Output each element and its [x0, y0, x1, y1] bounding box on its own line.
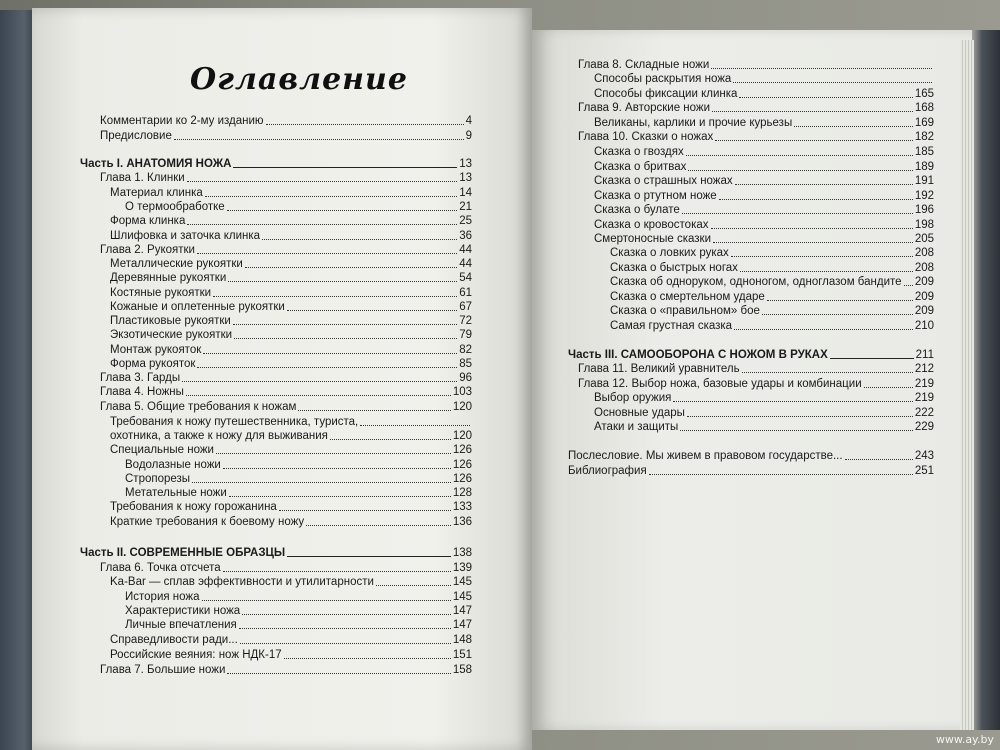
toc-leader-dots [229, 496, 451, 497]
toc-leader-dots [713, 242, 913, 243]
toc-leader-dots [740, 271, 913, 272]
toc-entry-label: Глава 2. Рукоятки [100, 244, 195, 256]
toc-entry-page: 126 [452, 473, 472, 485]
toc-entry-label: Глава 10. Сказки о ножах [578, 131, 714, 143]
toc-leader-dots [733, 82, 932, 83]
toc-entry [594, 406, 934, 420]
toc-entry-label: Глава 4. Ножны [100, 386, 184, 398]
toc-entry [594, 391, 934, 405]
toc-entry-page: 209 [914, 305, 934, 317]
toc-entry-page: 251 [914, 465, 934, 477]
toc-entry-page: 126 [452, 444, 472, 456]
toc-entry [100, 561, 472, 575]
toc-entry-page: 151 [452, 649, 472, 661]
toc-leader-dots [216, 453, 451, 454]
toc-leader-dots [262, 239, 457, 240]
toc-leader-dots [719, 199, 913, 200]
toc-entry-label: Смертоносные сказки [594, 233, 712, 245]
toc-entry-label: Форма клинка [110, 215, 186, 227]
toc-entry-label: Послесловие. Мы живем в правовом государстве... [568, 450, 843, 462]
toc-entry [110, 300, 472, 314]
toc-entry-page: 147 [452, 619, 472, 631]
toc-entry-label: Монтаж рукояток [110, 344, 202, 356]
toc-entry [610, 275, 934, 289]
toc-part-row [80, 546, 472, 560]
toc-entry [125, 618, 472, 632]
toc-entry-page: 191 [914, 175, 934, 187]
toc-entry-label: Глава 9. Авторские ножи [578, 102, 711, 114]
toc-entry [594, 145, 934, 159]
toc-entry-page: 196 [914, 204, 934, 216]
toc-leader-dots [306, 525, 451, 526]
toc-entry-page: 211 [915, 349, 934, 361]
toc-entry [610, 304, 934, 318]
toc-leader-dots [682, 213, 913, 214]
toc-entry-label: Сказка о ловких руках [610, 247, 729, 259]
toc-leader-dots [298, 410, 450, 411]
toc-entry-page: 44 [459, 258, 472, 270]
toc-entry-page: 79 [459, 329, 472, 341]
toc-entry [100, 171, 472, 185]
toc-leader-dots [228, 281, 457, 282]
toc-entry-page: 205 [914, 233, 934, 245]
toc-entry-label: Форма рукояток [110, 358, 196, 370]
toc-entry-page: 229 [914, 421, 934, 433]
toc-entry [100, 400, 472, 414]
toc-entry-page: 133 [452, 501, 472, 513]
toc-entry [125, 472, 472, 486]
toc-entry-label: Стропорезы [125, 473, 191, 485]
toc-entry [125, 458, 472, 472]
toc-entry [594, 420, 934, 434]
toc-entry-page: 13 [459, 158, 472, 170]
toc-leader-dots [186, 395, 451, 396]
toc-entry-page: 21 [459, 201, 472, 213]
toc-entry-label: Сказка о бритвах [594, 161, 687, 173]
toc-entry-page: 219 [914, 378, 934, 390]
toc-entry-label: Библиография [568, 465, 647, 477]
toc-entry [610, 261, 934, 275]
toc-entry-label: Сказка об одноруком, одноногом, одноглазом бандите [610, 276, 902, 288]
toc-entry-label: Сказка о гвоздях [594, 146, 684, 158]
toc-leader-dots [187, 181, 458, 182]
toc-leader-dots [279, 510, 451, 511]
toc-part-row [80, 157, 472, 171]
toc-entry-page: 139 [452, 562, 472, 574]
toc-entry-page: 36 [459, 230, 472, 242]
toc-leader-dots [197, 367, 457, 368]
toc-entry-page: 136 [452, 516, 472, 528]
toc-entry [594, 189, 934, 203]
toc-entry-page: 126 [452, 459, 472, 471]
toc-entry [578, 377, 934, 391]
toc-entry [594, 203, 934, 217]
toc-entry-page: 54 [459, 272, 472, 284]
toc-leader-dots [287, 310, 457, 311]
toc-leader-dots [830, 358, 914, 359]
toc-entry-page: 169 [914, 117, 934, 129]
toc-leader-dots [904, 285, 913, 286]
toc-leader-dots [234, 338, 457, 339]
toc-entry-label: Глава 5. Общие требования к ножам [100, 401, 297, 413]
toc-entry-page: 189 [914, 161, 934, 173]
toc-entry-label: Метательные ножи [125, 487, 227, 499]
toc-entry-page: 209 [914, 276, 934, 288]
toc-leader-dots [245, 267, 457, 268]
toc-entry-page: 182 [914, 131, 934, 143]
toc-entry-label: Деревянные рукоятки [110, 272, 227, 284]
toc-entry [110, 443, 472, 457]
toc-entry-page: 14 [459, 187, 472, 199]
toc-leader-dots [794, 126, 913, 127]
toc-entry-label: Сказка о булате [594, 204, 680, 216]
toc-entry-label: Способы фиксации клинка [594, 88, 738, 100]
toc-entry-page: 210 [914, 320, 934, 332]
toc-leader-dots [205, 196, 457, 197]
toc-leader-dots [227, 673, 450, 674]
toc-leader-dots [360, 425, 470, 426]
toc-entry [578, 130, 934, 144]
toc-entry [100, 129, 472, 143]
toc-entry-page: 96 [459, 372, 472, 384]
toc-entry-page: 209 [914, 291, 934, 303]
toc-entry [100, 243, 472, 257]
toc-entry-page: 44 [459, 244, 472, 256]
toc-entry-label: Костяные рукоятки [110, 287, 212, 299]
toc-entry [110, 429, 472, 443]
toc-entry [110, 186, 472, 200]
toc-entry-page: 120 [452, 401, 472, 413]
toc-entry-label: Металлические рукоятки [110, 258, 243, 270]
toc-entry-label: Часть II. СОВРЕМЕННЫЕ ОБРАЗЦЫ [80, 547, 286, 559]
toc-leader-dots [845, 459, 913, 460]
toc-leader-dots [734, 329, 913, 330]
toc-entry-page: 4 [465, 115, 472, 127]
toc-entry-label: Водолазные ножи [125, 459, 221, 471]
toc-leader-dots [203, 353, 457, 354]
toc-entry [594, 87, 934, 101]
toc-leader-dots [767, 300, 913, 301]
toc-entry-page: 120 [452, 430, 472, 442]
toc-entry-page: 185 [914, 146, 934, 158]
toc-leader-dots [688, 170, 912, 171]
toc-entry [100, 114, 472, 128]
toc-entry [110, 271, 472, 285]
toc-leader-dots [680, 430, 913, 431]
toc-leader-dots [712, 111, 913, 112]
toc-entry-label: Кожаные и оплетенные рукоятки [110, 301, 285, 313]
toc-entry [100, 663, 472, 677]
toc-entry-label: Ka-Bar — сплав эффективности и утилитарности [110, 576, 374, 588]
toc-entry [110, 500, 472, 514]
toc-entry-page: 138 [452, 547, 472, 559]
toc-leader-dots [213, 296, 457, 297]
toc-leader-dots [266, 124, 464, 125]
toc-entry [125, 486, 472, 500]
toc-leader-dots [174, 139, 464, 140]
toc-entry-page: 103 [452, 386, 472, 398]
toc-entry [110, 286, 472, 300]
toc-entry [594, 174, 934, 188]
toc-entry [110, 229, 472, 243]
toc-entry-label: Способы раскрытия ножа [594, 73, 732, 85]
toc-entry [125, 604, 472, 618]
toc-entry-label: Часть I. АНАТОМИЯ НОЖА [80, 158, 232, 170]
toc-entry [110, 357, 472, 371]
toc-entry-label: Характеристики ножа [125, 605, 241, 617]
toc-entry [100, 371, 472, 385]
toc-leader-dots [202, 600, 451, 601]
toc-entry-label: Сказка о ртутном ноже [594, 190, 717, 202]
toc-entry [110, 257, 472, 271]
toc-leader-dots [233, 324, 457, 325]
toc-entry-page: 168 [914, 102, 934, 114]
toc-leader-dots [376, 585, 451, 586]
toc-entry-page: 208 [914, 247, 934, 259]
toc-part-row [568, 348, 934, 362]
toc-leader-dots [284, 658, 451, 659]
toc-entry [110, 343, 472, 357]
toc-entry [568, 449, 934, 463]
toc-leader-dots [182, 381, 457, 382]
toc-entry-label: Справедливости ради... [110, 634, 238, 646]
toc-leader-dots [187, 224, 457, 225]
toc-entry-label: Российские веяния: нож НДК-17 [110, 649, 282, 661]
toc-entry-page: 219 [914, 392, 934, 404]
toc-entry [125, 200, 472, 214]
toc-entry-label: Великаны, карлики и прочие курьезы [594, 117, 793, 129]
toc-leader-dots [673, 401, 912, 402]
toc-leader-dots [227, 210, 458, 211]
toc-entry [610, 246, 934, 260]
toc-entry [578, 362, 934, 376]
toc-leader-dots [197, 253, 457, 254]
toc-entry-page: 208 [914, 262, 934, 274]
toc-leader-dots [711, 68, 932, 69]
toc-entry-page: 158 [452, 664, 472, 676]
toc-entry-label: Шлифовка и заточка клинка [110, 230, 261, 242]
toc-entry [610, 290, 934, 304]
toc-entry-page: 198 [914, 219, 934, 231]
toc-leader-dots [711, 228, 913, 229]
toc-entry-label: Глава 1. Клинки [100, 172, 185, 184]
toc-entry-label: Предисловие [100, 130, 172, 142]
toc-entry [110, 214, 472, 228]
toc-entry [594, 160, 934, 174]
toc-entry-page: 72 [459, 315, 472, 327]
toc-leader-dots [330, 439, 451, 440]
toc-entry [110, 515, 472, 529]
toc-leader-dots [731, 256, 913, 257]
toc-entry-page: 145 [452, 591, 472, 603]
toc-entry-page: 243 [914, 450, 934, 462]
toc-entry-label: Глава 12. Выбор ножа, базовые удары и комбинации [578, 378, 862, 390]
toc-leader-dots [864, 387, 913, 388]
toc-entry-page: 147 [452, 605, 472, 617]
book-cover-right [970, 30, 1000, 730]
toc-entry-page: 82 [459, 344, 472, 356]
toc-entry-label: Материал клинка [110, 187, 203, 199]
toc-entry-label: Требования к ножу горожанина [110, 501, 277, 513]
toc-entry [578, 101, 934, 115]
toc-entry [594, 218, 934, 232]
toc-leader-dots [287, 556, 451, 557]
toc-entry [100, 385, 472, 399]
toc-entry-page: 222 [914, 407, 934, 419]
toc-entry-label: Глава 6. Точка отсчета [100, 562, 221, 574]
toc-leader-dots [233, 167, 457, 168]
toc-leader-dots [239, 628, 451, 629]
toc-entry-page: 148 [452, 634, 472, 646]
toc-leader-dots [686, 155, 913, 156]
toc-entry-label: Самая грустная сказка [610, 320, 733, 332]
toc-entry-label: Глава 11. Великий уравнитель [578, 363, 740, 375]
toc-entry-page: 128 [452, 487, 472, 499]
toc-leader-dots [192, 482, 451, 483]
toc-leader-dots [742, 372, 913, 373]
toc-entry-label: Комментарии ко 2-му изданию [100, 115, 264, 127]
toc-entry-label: Глава 7. Большие ножи [100, 664, 226, 676]
toc-entry [125, 590, 472, 604]
toc-entry-label: О термообработке [125, 201, 225, 213]
toc-entry-label: Сказка о смертельном ударе [610, 291, 765, 303]
toc-entry [610, 319, 934, 333]
toc-entry-label: Выбор оружия [594, 392, 672, 404]
toc-entry-page: 9 [465, 130, 472, 142]
toc-entry [110, 648, 472, 662]
toc-entry-page: 67 [459, 301, 472, 313]
toc-entry-label: Экзотические рукоятки [110, 329, 233, 341]
toc-entry-label: Требования к ножу путешественника, туриста, [110, 416, 359, 428]
toc-entry [110, 415, 472, 429]
toc-leader-dots [687, 416, 913, 417]
toc-entry-label: Сказка о кровостоках [594, 219, 709, 231]
toc-entry [594, 232, 934, 246]
toc-leader-dots [649, 474, 913, 475]
page-edges [960, 40, 974, 730]
toc-entry-label: Сказка о «правильном» бое [610, 305, 760, 317]
toc-entry-label: Сказка о быстрых ногах [610, 262, 738, 274]
toc-entry [110, 633, 472, 647]
toc-leader-dots [242, 614, 451, 615]
toc-entry-page: 145 [452, 576, 472, 588]
toc-entry [110, 314, 472, 328]
toc-leader-dots [735, 184, 913, 185]
toc-entry [110, 575, 472, 589]
toc-entry-label: Глава 8. Складные ножи [578, 59, 710, 71]
toc-entry-label: Краткие требования к боевому ножу [110, 516, 305, 528]
toc-leader-dots [223, 468, 451, 469]
toc-entry-label: Сказка о страшных ножах [594, 175, 733, 187]
toc-entry-page: 165 [914, 88, 934, 100]
toc-title: Оглавление [190, 62, 408, 97]
toc-entry [110, 328, 472, 342]
toc-entry-label: Специальные ножи [110, 444, 214, 456]
watermark: www.ay.by [935, 733, 994, 746]
toc-entry-page: 85 [459, 358, 472, 370]
toc-entry-label: Основные удары [594, 407, 685, 419]
toc-entry [594, 116, 934, 130]
toc-entry-label: История ножа [125, 591, 200, 603]
toc-entry-label: охотника, а также к ножу для выживания [110, 430, 328, 442]
toc-entry-page: 212 [914, 363, 934, 375]
toc-entry-label: Личные впечатления [125, 619, 237, 631]
toc-entry-page: 25 [459, 215, 472, 227]
toc-entry [578, 58, 934, 72]
toc-entry-label: Атаки и защиты [594, 421, 679, 433]
toc-entry [568, 464, 934, 478]
toc-entry-page: 192 [914, 190, 934, 202]
toc-entry-label: Часть III. САМООБОРОНА С НОЖОМ В РУКАХ [568, 349, 828, 361]
toc-entry-page: 61 [459, 287, 472, 299]
toc-entry-label: Глава 3. Гарды [100, 372, 181, 384]
toc-leader-dots [223, 571, 451, 572]
toc-leader-dots [715, 140, 913, 141]
toc-leader-dots [240, 643, 451, 644]
toc-entry-label: Пластиковые рукоятки [110, 315, 231, 327]
toc-leader-dots [739, 97, 912, 98]
toc-leader-dots [762, 314, 913, 315]
toc-entry-page: 13 [459, 172, 472, 184]
toc-entry [594, 72, 934, 86]
